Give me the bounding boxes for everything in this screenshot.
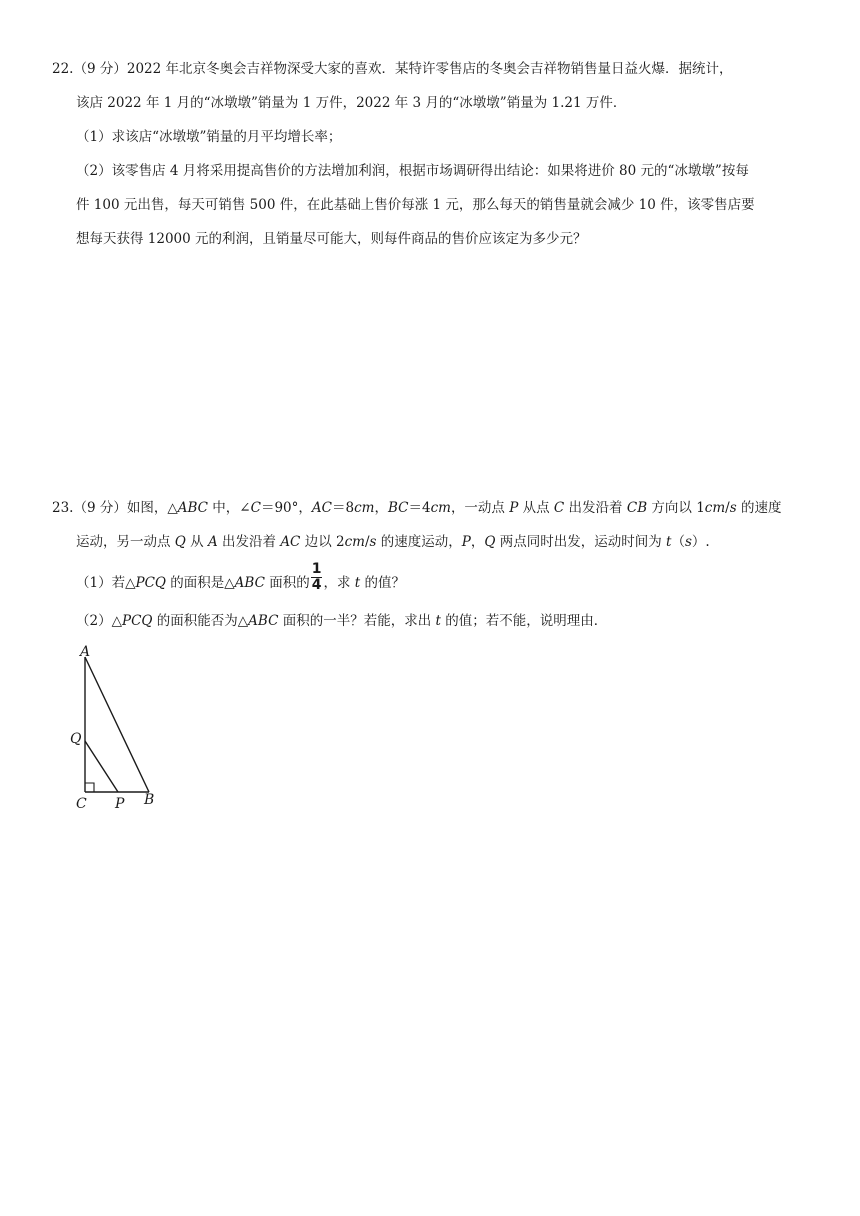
t: （1）若△ (76, 575, 136, 591)
t: ＝4 (408, 500, 431, 516)
var: Q (484, 534, 496, 550)
var: Q (174, 534, 186, 550)
var: AC (311, 500, 332, 516)
label-b: B (144, 792, 155, 808)
unit: s (684, 534, 692, 550)
unit: cm (430, 500, 451, 516)
t: / (364, 534, 370, 550)
t: ，一动点 (450, 500, 510, 516)
var: t (666, 534, 672, 550)
var: ABC (234, 575, 265, 591)
var: A (207, 534, 218, 550)
t: / (725, 500, 730, 516)
q23-part-2 (76, 612, 607, 630)
t: ＝90°， (260, 500, 312, 516)
t: 的速度 (736, 500, 782, 516)
t: 的值；若不能，说明理由． (440, 613, 608, 629)
t: 方向以 1 (647, 500, 705, 516)
t: 的值？ (360, 575, 405, 591)
t: ， (374, 500, 388, 516)
t: 出发沿着 (564, 500, 627, 516)
t: 如图，△ (126, 500, 178, 516)
q23-part-1 (76, 561, 405, 595)
t: 从点 (518, 500, 554, 516)
fraction-numerator: 1 (311, 561, 322, 577)
t: （ (671, 534, 685, 550)
label-q: Q (70, 731, 82, 747)
t: 中，∠ (208, 500, 251, 516)
t: 从 (185, 534, 208, 550)
var: BC (387, 500, 409, 516)
unit: cm (704, 500, 726, 516)
var: P (509, 500, 519, 516)
q23-line-2 (76, 533, 710, 551)
unit: s (729, 500, 737, 516)
t: 面积的一半？若能，求出 (278, 613, 436, 629)
t: 面积的 (264, 575, 310, 591)
t: ）. (691, 534, 710, 550)
t: 的面积是△ (165, 575, 235, 591)
q22-header: 22.（9 分） (52, 61, 127, 77)
right-angle-mark (85, 783, 94, 792)
unit: cm (354, 500, 375, 516)
fraction-denominator: 4 (311, 577, 322, 593)
t: 的面积能否为△ (152, 613, 249, 629)
q22-part-2-line-2: 件 100 元出售，每天可销售 500 件，在此基础上售价每涨 1 元，那么每天的销售量就会减少 10 件，该零售店要 (76, 197, 755, 213)
t: 出发沿着 (217, 534, 281, 550)
t: （2）△ (76, 613, 122, 629)
label-c: C (76, 796, 87, 812)
side-ab (85, 657, 149, 792)
label-p: P (115, 796, 125, 812)
t: ， (470, 534, 485, 550)
t: 的速度运动， (376, 534, 462, 550)
var: t (435, 613, 441, 629)
var: PCQ (135, 575, 166, 591)
t: 边以 2 (300, 534, 345, 550)
t: ，求 (323, 575, 355, 591)
q22-text-1: 2022 年北京冬奥会吉祥物深受大家的喜欢．某特许零售店的冬奥会吉祥物销售量日益火爆．据统计， (126, 61, 733, 77)
var: t (354, 575, 361, 591)
q22-line-1 (52, 60, 733, 78)
fraction-one-quarter (311, 562, 323, 593)
q22-part-2-line-1: （2）该零售店 4 月将采用提高售价的方法增加利润，根据市场调研得出结论：如果将进价 80 元的“冰墩墩”按每 (76, 163, 749, 179)
var: ABC (248, 613, 279, 629)
t: ＝8 (331, 500, 355, 516)
label-a: A (80, 644, 91, 660)
var: PCQ (121, 613, 153, 629)
q22-line-2: 该店 2022 年 1 月的“冰墩墩”销量为 1 万件，2022 年 3 月的“冰墩墩”销量为 1.21 万件． (76, 95, 627, 111)
var: C (553, 500, 565, 516)
var: ABC (177, 500, 208, 516)
triangle-figure (68, 642, 168, 814)
var: CB (626, 500, 648, 516)
unit: s (369, 534, 377, 550)
t: 两点同时出发，运动时间为 (495, 534, 667, 550)
q22-part-1: （1）求该店“冰墩墩”销量的月平均增长率； (76, 129, 342, 145)
q23-header: 23.（9 分） (52, 500, 127, 516)
t: 运动，另一动点 (76, 534, 175, 550)
segment-qp (85, 741, 118, 792)
q22-part-2-line-3: 想每天获得 12000 元的利润，且销量尽可能大，则每件商品的售价应该定为多少元？ (76, 231, 587, 247)
var: P (461, 534, 471, 550)
unit: cm (344, 534, 365, 550)
q23-line-1 (52, 499, 781, 517)
var: AC (280, 534, 301, 550)
var: C (250, 500, 261, 516)
